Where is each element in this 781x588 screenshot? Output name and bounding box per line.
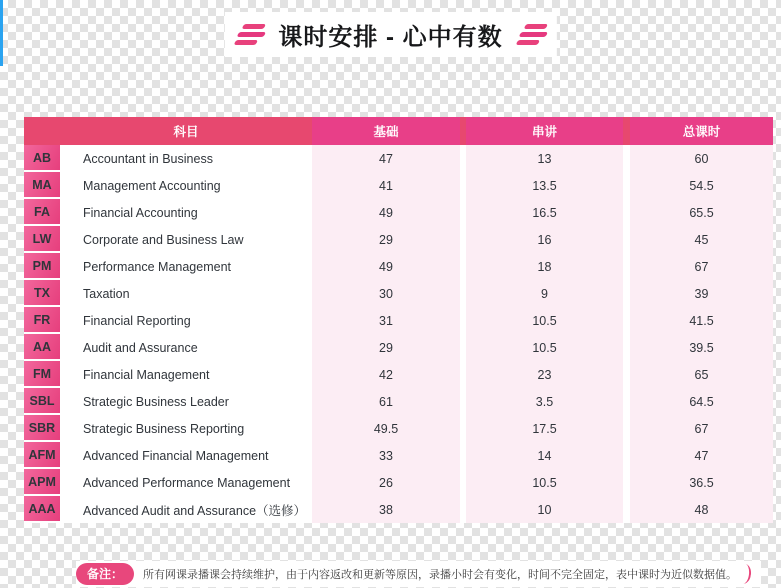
column-gap bbox=[623, 253, 630, 280]
course-code-badge: LW bbox=[24, 226, 60, 253]
course-code-badge: FM bbox=[24, 361, 60, 388]
table-row bbox=[24, 361, 773, 388]
course-code-badge: TX bbox=[24, 280, 60, 307]
column-gap bbox=[623, 280, 630, 307]
note-end-flourish-icon bbox=[741, 564, 752, 585]
table-row bbox=[24, 253, 773, 280]
hours-total: 36.5 bbox=[630, 469, 773, 496]
hours-total: 54.5 bbox=[630, 172, 773, 199]
header-total: 总课时 bbox=[630, 117, 773, 145]
hours-total: 67 bbox=[630, 415, 773, 442]
table-row bbox=[24, 442, 773, 469]
course-code-badge: APM bbox=[24, 469, 60, 496]
column-gap bbox=[623, 415, 630, 442]
hours-review: 13 bbox=[466, 145, 623, 172]
course-code-badge: PM bbox=[24, 253, 60, 280]
note-badge: 备注： bbox=[76, 563, 134, 585]
course-code-badge: AB bbox=[24, 145, 60, 172]
course-subject: Corporate and Business Law bbox=[60, 226, 312, 253]
hours-review: 10.5 bbox=[466, 469, 623, 496]
course-subject: Advanced Audit and Assurance（选修） bbox=[60, 496, 312, 523]
table-row bbox=[24, 307, 773, 334]
course-code-badge: AFM bbox=[24, 442, 60, 469]
hours-review: 18 bbox=[466, 253, 623, 280]
hours-total: 67 bbox=[630, 253, 773, 280]
hours-review: 3.5 bbox=[466, 388, 623, 415]
course-subject: Performance Management bbox=[60, 253, 312, 280]
hours-basic: 49.5 bbox=[312, 415, 460, 442]
hours-basic: 42 bbox=[312, 361, 460, 388]
hours-total: 64.5 bbox=[630, 388, 773, 415]
column-gap bbox=[623, 442, 630, 469]
column-gap bbox=[623, 469, 630, 496]
table-row bbox=[24, 145, 773, 172]
hours-review: 10.5 bbox=[466, 334, 623, 361]
hours-basic: 30 bbox=[312, 280, 460, 307]
hours-total: 41.5 bbox=[630, 307, 773, 334]
title-bar bbox=[224, 12, 556, 57]
hours-basic: 29 bbox=[312, 334, 460, 361]
triple-bar-icon bbox=[234, 24, 264, 45]
table-row bbox=[24, 199, 773, 226]
course-subject: Taxation bbox=[60, 280, 312, 307]
table-row bbox=[24, 172, 773, 199]
course-subject: Financial Management bbox=[60, 361, 312, 388]
hours-total: 47 bbox=[630, 442, 773, 469]
hours-review: 9 bbox=[466, 280, 623, 307]
column-gap bbox=[623, 388, 630, 415]
hours-total: 39.5 bbox=[630, 334, 773, 361]
hours-review: 16 bbox=[466, 226, 623, 253]
course-code-badge: SBR bbox=[24, 415, 60, 442]
table-row bbox=[24, 415, 773, 442]
header-gap bbox=[623, 117, 630, 145]
hours-review: 14 bbox=[466, 442, 623, 469]
course-code-badge: AA bbox=[24, 334, 60, 361]
hours-basic: 29 bbox=[312, 226, 460, 253]
hours-review: 16.5 bbox=[466, 199, 623, 226]
course-code-badge: AAA bbox=[24, 496, 60, 523]
column-gap bbox=[623, 496, 630, 523]
table-row bbox=[24, 496, 773, 523]
course-subject: Financial Reporting bbox=[60, 307, 312, 334]
header-subject: 科目 bbox=[60, 117, 312, 145]
hours-basic: 49 bbox=[312, 199, 460, 226]
table-body bbox=[24, 145, 773, 523]
hours-basic: 33 bbox=[312, 442, 460, 469]
hours-review: 10.5 bbox=[466, 307, 623, 334]
course-subject: Strategic Business Leader bbox=[60, 388, 312, 415]
hours-basic: 26 bbox=[312, 469, 460, 496]
course-code-badge: SBL bbox=[24, 388, 60, 415]
hours-review: 10 bbox=[466, 496, 623, 523]
hours-basic: 41 bbox=[312, 172, 460, 199]
table-row bbox=[24, 226, 773, 253]
hours-total: 60 bbox=[630, 145, 773, 172]
hours-basic: 61 bbox=[312, 388, 460, 415]
course-subject: Management Accounting bbox=[60, 172, 312, 199]
hours-total: 45 bbox=[630, 226, 773, 253]
note-text: 所有网课录播课会持续维护，由于内容返改和更新等原因，录播小时会有变化，时间不完全固定，表中课时为近似数据值。 bbox=[143, 569, 738, 581]
note-strip bbox=[76, 561, 761, 587]
table-header-row bbox=[24, 117, 773, 145]
hours-review: 23 bbox=[466, 361, 623, 388]
table-row bbox=[24, 388, 773, 415]
hours-basic: 31 bbox=[312, 307, 460, 334]
hours-review: 17.5 bbox=[466, 415, 623, 442]
page-title: 课时安排 - 心中有数 bbox=[278, 24, 503, 51]
hours-basic: 49 bbox=[312, 253, 460, 280]
course-subject: Advanced Performance Management bbox=[60, 469, 312, 496]
course-subject: Audit and Assurance bbox=[60, 334, 312, 361]
course-subject: Financial Accounting bbox=[60, 199, 312, 226]
header-review: 串讲 bbox=[466, 117, 623, 145]
course-subject: Strategic Business Reporting bbox=[60, 415, 312, 442]
header-code-spacer bbox=[24, 117, 60, 145]
course-code-badge: MA bbox=[24, 172, 60, 199]
column-gap bbox=[623, 145, 630, 172]
course-subject: Advanced Financial Management bbox=[60, 442, 312, 469]
table-row bbox=[24, 469, 773, 496]
course-code-badge: FR bbox=[24, 307, 60, 334]
hours-basic: 38 bbox=[312, 496, 460, 523]
hours-total: 65.5 bbox=[630, 199, 773, 226]
column-gap bbox=[623, 226, 630, 253]
course-hours-table bbox=[24, 117, 773, 523]
hours-total: 48 bbox=[630, 496, 773, 523]
column-gap bbox=[623, 307, 630, 334]
table-row bbox=[24, 334, 773, 361]
course-subject: Accountant in Business bbox=[60, 145, 312, 172]
column-gap bbox=[623, 361, 630, 388]
hours-basic: 47 bbox=[312, 145, 460, 172]
hours-review: 13.5 bbox=[466, 172, 623, 199]
hours-total: 65 bbox=[630, 361, 773, 388]
left-edge-highlight bbox=[0, 0, 3, 66]
course-code-badge: FA bbox=[24, 199, 60, 226]
header-basic: 基础 bbox=[312, 117, 460, 145]
column-gap bbox=[623, 172, 630, 199]
hours-total: 39 bbox=[630, 280, 773, 307]
column-gap bbox=[623, 199, 630, 226]
column-gap bbox=[623, 334, 630, 361]
table-row bbox=[24, 280, 773, 307]
triple-bar-icon bbox=[517, 24, 547, 45]
